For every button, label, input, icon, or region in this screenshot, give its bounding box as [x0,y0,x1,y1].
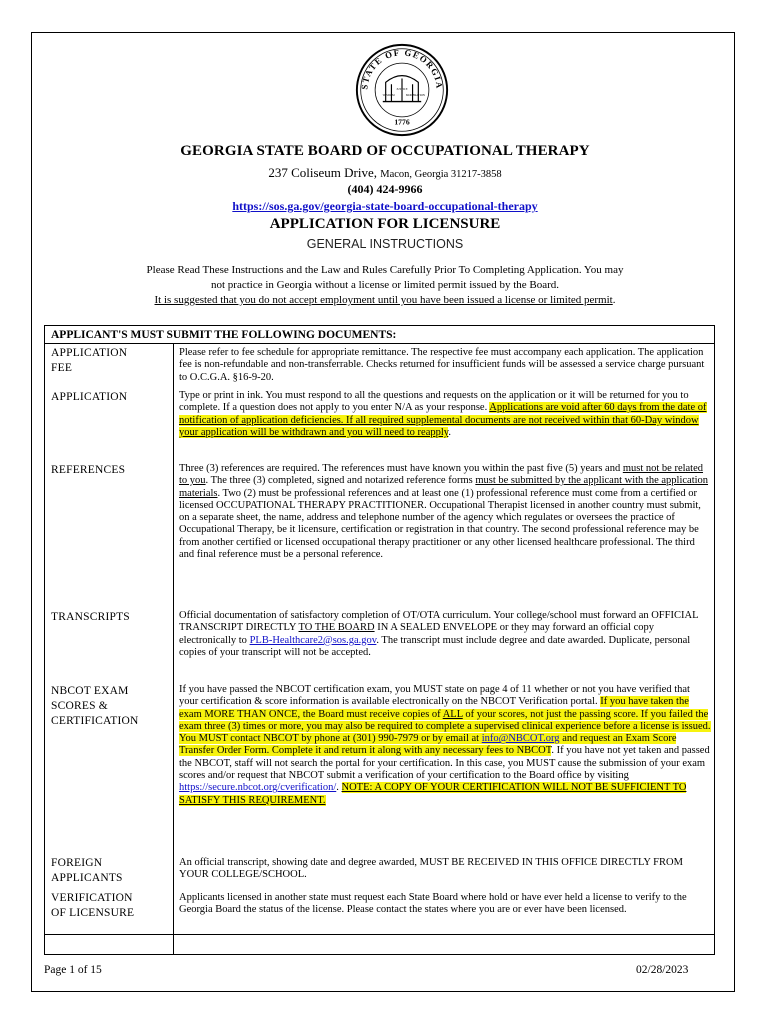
application-text-a: Type or print in ink. You must respond to all the questions and requests on the application or it will be returned for you to complete. If a question does not apply to you enter N/A as your response. [179,390,689,414]
page-number: Page 1 of 15 [44,964,102,976]
nbcot-text-2: . If you have not yet taken and passed the NBCOT, staff will not search the portal for your certification. In this case, you MUST cause the submission of your exam scores and/or request that NBCOT submit a verification of your certification to the Board office by visiting [179,745,710,782]
seal-year: 1776 [394,117,410,127]
label-application-fee-1: APPLICATION [51,347,128,359]
text-application-fee: Please refer to fee schedule for appropriate remittance. The respective fee must accompany each application. The application fee is non-refundable and non-transferrable. Checks returned for insufficient funds will be assessed a service charge pursuant to O.C.G.A. §16-9-20. [179,347,705,383]
transcripts-text-1: Official documentation of satisfactory completion of OT/OTA curriculum. Your college/school must forward an OFFICIAL TRANSCRIPT DIRECTLY [179,610,699,634]
nbcot-verification-link[interactable]: https://secure.nbcot.org/cverification/ [179,782,337,794]
address-city: Macon, Georgia 31217-3858 [380,169,502,180]
references-text-5: . Two (2) must be professional references and at least one (1) professional reference must come from a certified or licensed OCCUPATIONAL THERAPY PRACTITIONER. Occupational Therapist licensed in another country must submit, on a separate sheet, the name, address and telephone number of the agency which regulates or oversees the practice of Occupational Therapy, be it licensure, certification or registration in that country. The second professional reference may be from another certified or licensed occupational therapy practitioner or any other licensed healthcare professional. The third and final reference must be a personal reference. [179,487,701,561]
transcripts-text-3: IN A SEALED ENVELOPE or they may forward an official copy electronically to [179,622,655,646]
label-nbcot-3: CERTIFICATION [51,715,139,727]
text-verification: Applicants licensed in another state must request each State Board where hold or have ever held a license to verify to the Georgia Board the status of the license. Please contact the states where you are or ever have been licensed. [179,892,687,916]
label-transcripts: TRANSCRIPTS [51,611,130,623]
label-references: REFERENCES [51,464,126,476]
label-foreign-applicants [51,856,169,886]
table-heading: APPLICANT'S MUST SUBMIT THE FOLLOWING DOCUMENTS: [51,329,397,341]
references-text-4: must be submitted by the applicant with the application materials [179,475,709,499]
intro-text [48,263,722,308]
board-phone: (404) 424-9966 [347,182,423,196]
transcripts-email-link[interactable]: PLB-Healthcare2@sos.ga.gov [249,634,377,646]
address-street: 237 Coliseum Drive, [268,165,378,180]
label-foreign-1: FOREIGN [51,857,103,869]
revision-date: 02/28/2023 [636,964,689,976]
nbcot-note-highlight: NOTE: A COPY OF YOUR CERTIFICATION WILL NOT BE SUFFICIENT TO SATISFY THIS REQUIREMENT. [179,782,687,806]
intro-line-1: Please Read These Instructions and the Law and Rules Carefully Prior To Completing Application. You may [146,264,624,276]
seal-banner-right: MODERATION [405,92,425,97]
text-transcripts [179,610,711,659]
nbcot-email-link[interactable]: info@NBCOT.org [481,733,560,745]
nbcot-highlight-all: ALL [442,708,463,720]
label-nbcot-1: NBCOT EXAM [51,685,129,697]
references-text-2: must not be related to you [179,463,704,487]
label-application-fee [51,346,169,376]
application-title: APPLICATION FOR LICENSURE [269,216,501,232]
label-verification [51,891,169,921]
label-application: APPLICATION [51,391,128,403]
application-text-highlight: Applications are void after 60 days from the date of notification of application deficiencies. If all required supplemental documents are not received within that 60-Day window your application will be withdrawn and you will need to reapply [179,402,707,438]
label-foreign-2: APPLICANTS [51,872,123,884]
text-nbcot [179,684,711,807]
intro-line-3-underlined: It is suggested that you do not accept employment until you have been issued a license or limited permit [154,294,613,306]
references-text-3: . The three (3) completed, signed and notarized reference forms [205,475,476,487]
table-divider [45,934,714,935]
board-title: GEORGIA STATE BOARD OF OCCUPATIONAL THERAPY [180,143,590,159]
nbcot-highlight-1: If you have taken the exam MORE THAN ONCE, the Board must receive copies of [179,696,689,720]
nbcot-text-1: If you have passed the NBCOT certification exam, you MUST state on page 4 of 11 whether or not you have verified that your certification & score information is available electronically on the NBCOT Verification portal. [179,684,690,708]
seal-banner-left: WISDOM [382,92,395,97]
seal-ring-text: STATE OF GEORGIA [359,47,445,90]
nbcot-highlight-2: of your scores, not just the passing score. If you failed the exam three (3) times or more, you may also be required to complete a supervised clinical experience before a license is issued. You MUST contact NBCOT by phone at (301) 990-7979 or by email at [179,708,711,745]
transcripts-text-2: TO THE BOARD [298,622,375,634]
label-nbcot-2: SCORES & [51,700,108,712]
table-column-divider [173,343,174,954]
references-text-1: Three (3) references are required. The references must have known you within the past five (5) years and [179,463,623,474]
required-documents-table [44,325,715,955]
text-foreign-applicants: An official transcript, showing date and degree awarded, MUST BE RECEIVED IN THIS OFFICE DIRECTLY FROM YOUR COLLEGE/SCHOOL. [179,857,683,881]
nbcot-text-3: . [336,782,342,794]
intro-line-3 [48,293,722,308]
application-text-end: . [448,426,451,438]
text-references [179,463,711,561]
board-website-link[interactable]: https://sos.ga.gov/georgia-state-board-occupational-therapy [232,199,538,213]
label-verification-2: OF LICENSURE [51,907,135,919]
transcripts-text-4: . The transcript must include degree and date awarded. Duplicate, personal copies of your transcript will not be accepted. [179,634,691,658]
table-divider [45,343,714,344]
intro-line-2: not practice in Georgia without a license or limited permit issued by the Board. [210,279,560,291]
intro-line-3-end: . [612,294,616,306]
board-address [40,165,730,181]
georgia-state-seal-icon [354,42,450,138]
text-application [179,390,711,439]
general-instructions-heading: GENERAL INSTRUCTIONS [306,237,464,251]
label-nbcot [51,684,169,729]
label-application-fee-2: FEE [51,362,73,374]
seal-banner-mid: JUSTICE [396,87,408,91]
label-verification-1: VERIFICATION [51,892,133,904]
nbcot-highlight-3: and request an Exam Score Transfer Order Form. Complete it and return it along with any necessary fees to NBCOT [179,733,677,757]
